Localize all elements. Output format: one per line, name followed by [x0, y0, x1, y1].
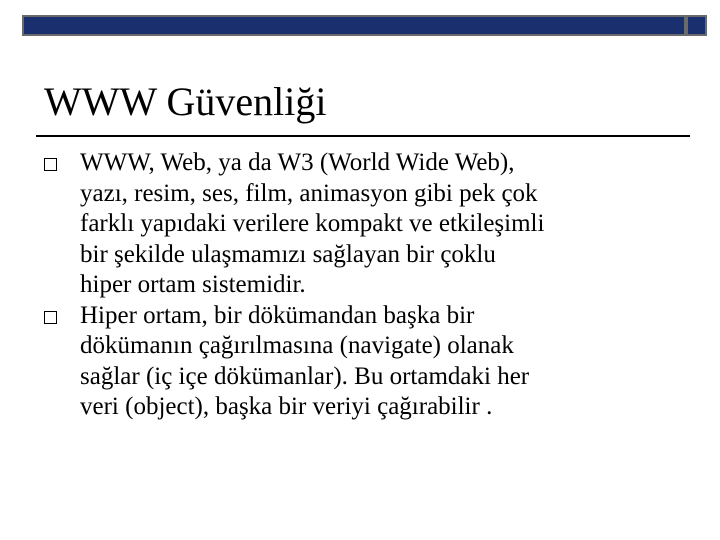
bullet-text: Hiper ortam, bir dökümandan başka bir dökümanın çağırılmasına (navigate) olanak sağlar (iç içe dökümanlar). Bu ortamdaki her veri (object), başka bir veriyi çağırabilir . [80, 301, 530, 420]
hollow-square-bullet-icon [44, 158, 57, 171]
top-decorative-square [686, 15, 707, 36]
hollow-square-bullet-icon [44, 311, 57, 324]
top-decorative-bar [22, 15, 686, 36]
bullet-list [44, 148, 694, 423]
bullet-item [44, 301, 694, 423]
slide-title: WWW Güvenliği [44, 79, 327, 124]
title-divider [36, 135, 690, 137]
bullet-text: WWW, Web, ya da W3 (World Wide Web), yazı, resim, ses, film, animasyon gibi pek çok farklı yapıdaki verilere kompakt ve etkileşimli bir şekilde ulaşmamızı sağlayan bir çoklu hiper ortam sistemidir. [80, 149, 545, 298]
bullet-item [44, 148, 694, 301]
